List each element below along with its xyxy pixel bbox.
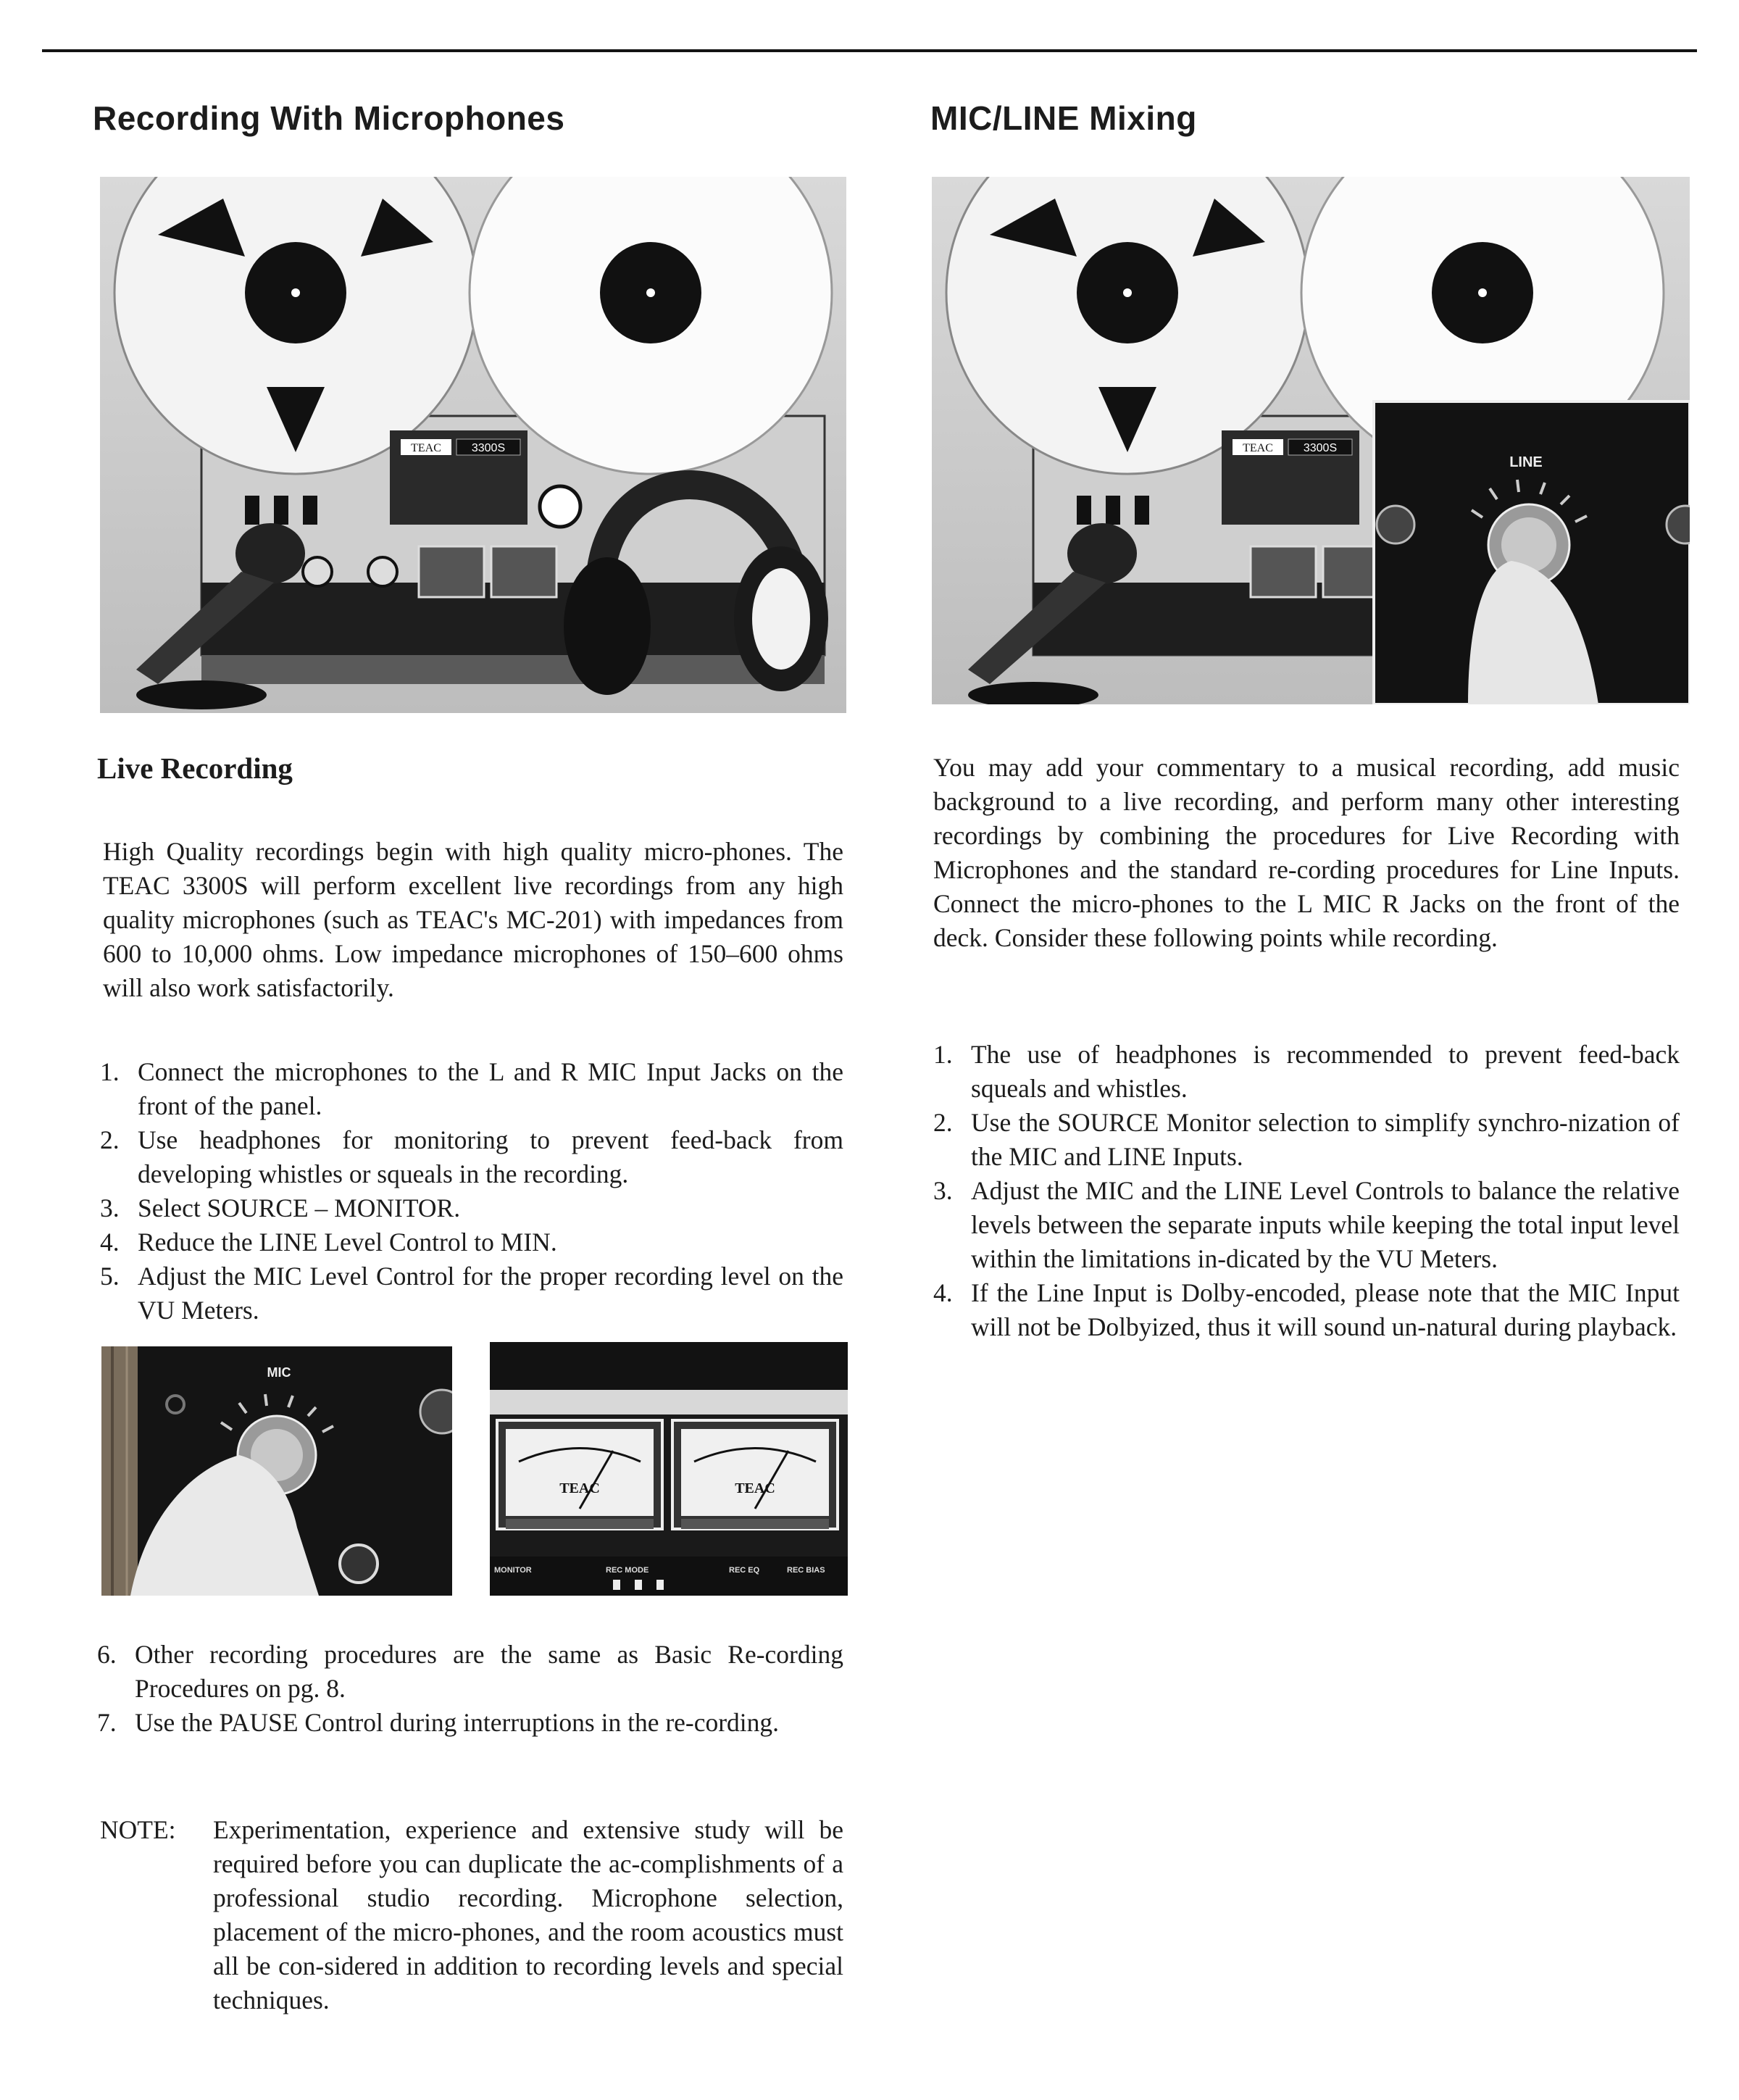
mic-line-mixing-intro: You may add your commentary to a musical recording, add music background to a live recording, and perform many other interesting recordings by combining the procedures for Live Recording with Microphones and the standard re-cording procedures for Line Inputs. Connect the micro-phones to the L MIC R Jacks on the front of the deck. Consider these following points while recording.	[933, 753, 1680, 952]
deck-model-label: 3300S	[471, 442, 506, 454]
list-item: 4. Reduce the LINE Level Control to MIN.	[100, 1228, 557, 1257]
vu-label-monitor: MONITOR	[494, 1566, 532, 1575]
section-heading-recording-with-microphones: Recording With Microphones	[93, 99, 565, 137]
vu-label-rec-eq: REC EQ	[729, 1566, 760, 1575]
subheading-live-recording: Live Recording	[97, 751, 293, 785]
list-item: 1. The use of headphones is recommended to prevent feed-back squeals and whistles.	[933, 1040, 1680, 1103]
line-knob-inset	[1374, 401, 1690, 704]
section-heading-mic-line-mixing: MIC/LINE Mixing	[930, 99, 1197, 137]
mic-line-mixing-steps	[933, 1038, 1680, 1344]
live-recording-intro: High Quality recordings begin with high quality micro-phones. The TEAC 3300S will perform excellent live recordings from any high quality microphones (such as TEAC's MC-201) with impedances from 600 to 10,000 ohms. Low impedance microphones of 150–600 ohms will also work satisfactorily.	[103, 837, 843, 1002]
live-recording-steps	[100, 1055, 843, 1328]
list-item: 1. Connect the microphones to the L and R MIC Input Jacks on the front of the panel.	[100, 1057, 843, 1120]
mic-label: MIC	[267, 1365, 291, 1380]
vu-meter-right	[672, 1420, 838, 1529]
list-item: 3. Select SOURCE – MONITOR.	[100, 1193, 461, 1222]
list-item: 5. Adjust the MIC Level Control for the proper recording level on the VU Meters.	[100, 1262, 843, 1325]
mic-line-mixing-photo	[932, 177, 1690, 704]
deck-brand-label: TEAC	[411, 442, 441, 454]
vu-meters-photo	[490, 1342, 848, 1596]
vu-label-rec-mode: REC MODE	[606, 1566, 649, 1575]
list-item: 2. Use headphones for monitoring to prevent feed-back from developing whistles or squeals in the recording.	[100, 1125, 843, 1188]
list-item: 2. Use the SOURCE Monitor selection to simplify synchro-nization of the MIC and LINE Inputs.	[933, 1108, 1680, 1171]
vu-meter-left	[497, 1420, 662, 1529]
vu-brand-left: TEAC	[559, 1480, 600, 1496]
mic-knob-photo	[101, 1346, 452, 1596]
deck-brand-label: TEAC	[1243, 442, 1273, 454]
list-item: 7. Use the PAUSE Control during interruptions in the re-cording.	[97, 1708, 780, 1737]
additional-steps	[97, 1638, 843, 1740]
list-item: 3. Adjust the MIC and the LINE Level Controls to balance the relative levels between the separate inputs while keeping the total input level within the limitations in-dicated by the VU Meters.	[933, 1176, 1680, 1273]
top-rule	[42, 49, 1697, 52]
note-label: NOTE:	[100, 1815, 176, 1844]
note-block	[100, 1813, 843, 2017]
note-text: Experimentation, experience and extensive study will be required before you can duplicate the ac-complishments of a professional studio recording. Microphone selection, placement of the micro-phones, and the room acoustics must all be con-sidered in addition to recording levels and special techniques.	[213, 1815, 843, 2014]
tape-deck-photo	[100, 177, 846, 713]
line-label: LINE	[1509, 454, 1543, 470]
list-item: 6. Other recording procedures are the same as Basic Re-cording Procedures on pg. 8.	[97, 1640, 843, 1703]
deck-model-label: 3300S	[1303, 442, 1338, 454]
vu-brand-right: TEAC	[735, 1480, 775, 1496]
vu-label-rec-bias: REC BIAS	[787, 1566, 825, 1575]
list-item: 4. If the Line Input is Dolby-encoded, please note that the MIC Input will not be Dolbyized, thus it will sound un-natural during playback.	[933, 1278, 1680, 1341]
